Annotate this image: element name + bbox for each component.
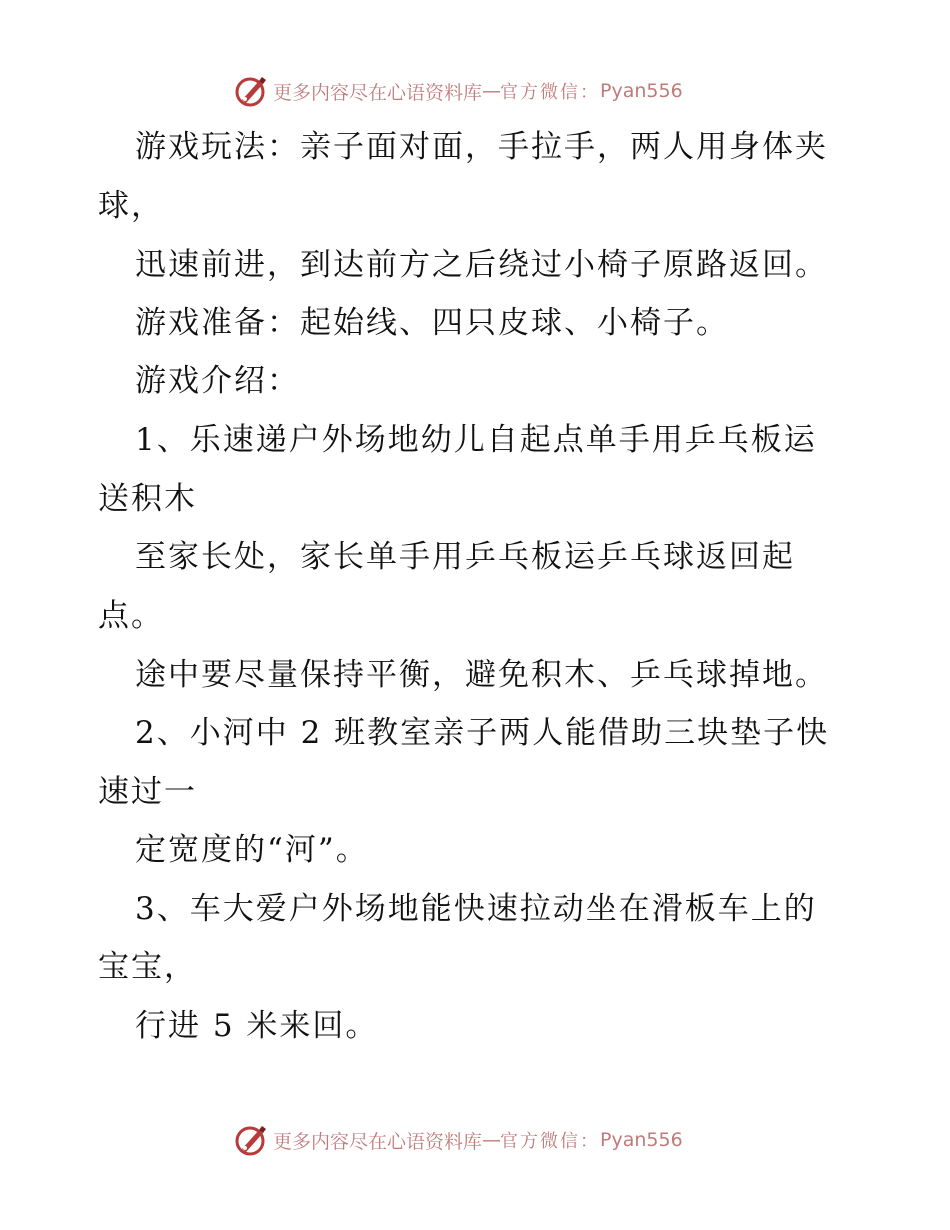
watermark-main-text: 更多内容尽在心语资料库	[273, 1130, 483, 1153]
watermark-dash: —	[482, 1129, 501, 1151]
paragraph-line: 3、车大爱户外场地能快速拉动坐在滑板车上的	[135, 891, 817, 927]
paragraph-line: 行进 5 米来回。	[135, 1008, 379, 1044]
paragraph-line: 至家长处，家长单手用乒乓板运乒乓球返回起	[135, 539, 795, 575]
paragraph-line: 球，	[98, 188, 164, 224]
watermark-side-text: 官方微信：	[500, 1131, 601, 1152]
paragraph-line: 游戏准备：起始线、四只皮球、小椅子。	[135, 305, 729, 341]
paragraph-line: 游戏玩法：亲子面对面，手拉手，两人用身体夹	[135, 129, 828, 165]
watermark-id: Pyan556	[600, 80, 683, 102]
footer-watermark	[233, 1120, 753, 1160]
paragraph-line: 2、小河中 2 班教室亲子两人能借助三块垫子快	[135, 715, 830, 751]
paragraph-line: 送积木	[98, 481, 197, 517]
watermark-main-text: 更多内容尽在心语资料库	[273, 81, 483, 104]
paragraph-line: 1、乐速递户外场地幼儿自起点单手用乒乓板运	[135, 422, 817, 458]
watermark-dash: —	[482, 80, 501, 102]
pen-logo-icon	[233, 1122, 269, 1158]
paragraph-line: 游戏介绍：	[135, 363, 300, 399]
paragraph-line: 迅速前进，到达前方之后绕过小椅子原路返回。	[135, 247, 828, 283]
pen-logo-icon	[233, 73, 269, 109]
header-watermark	[233, 71, 753, 111]
paragraph-line: 速过一	[98, 774, 197, 810]
paragraph-line: 定宽度的“河”。	[135, 832, 369, 868]
paragraph-line: 点。	[98, 598, 164, 634]
watermark-id: Pyan556	[600, 1129, 683, 1151]
paragraph-line: 途中要尽量保持平衡，避免积木、乒乓球掉地。	[135, 657, 828, 693]
watermark-side-text: 官方微信：	[500, 82, 601, 103]
paragraph-line: 宝宝，	[98, 949, 197, 985]
